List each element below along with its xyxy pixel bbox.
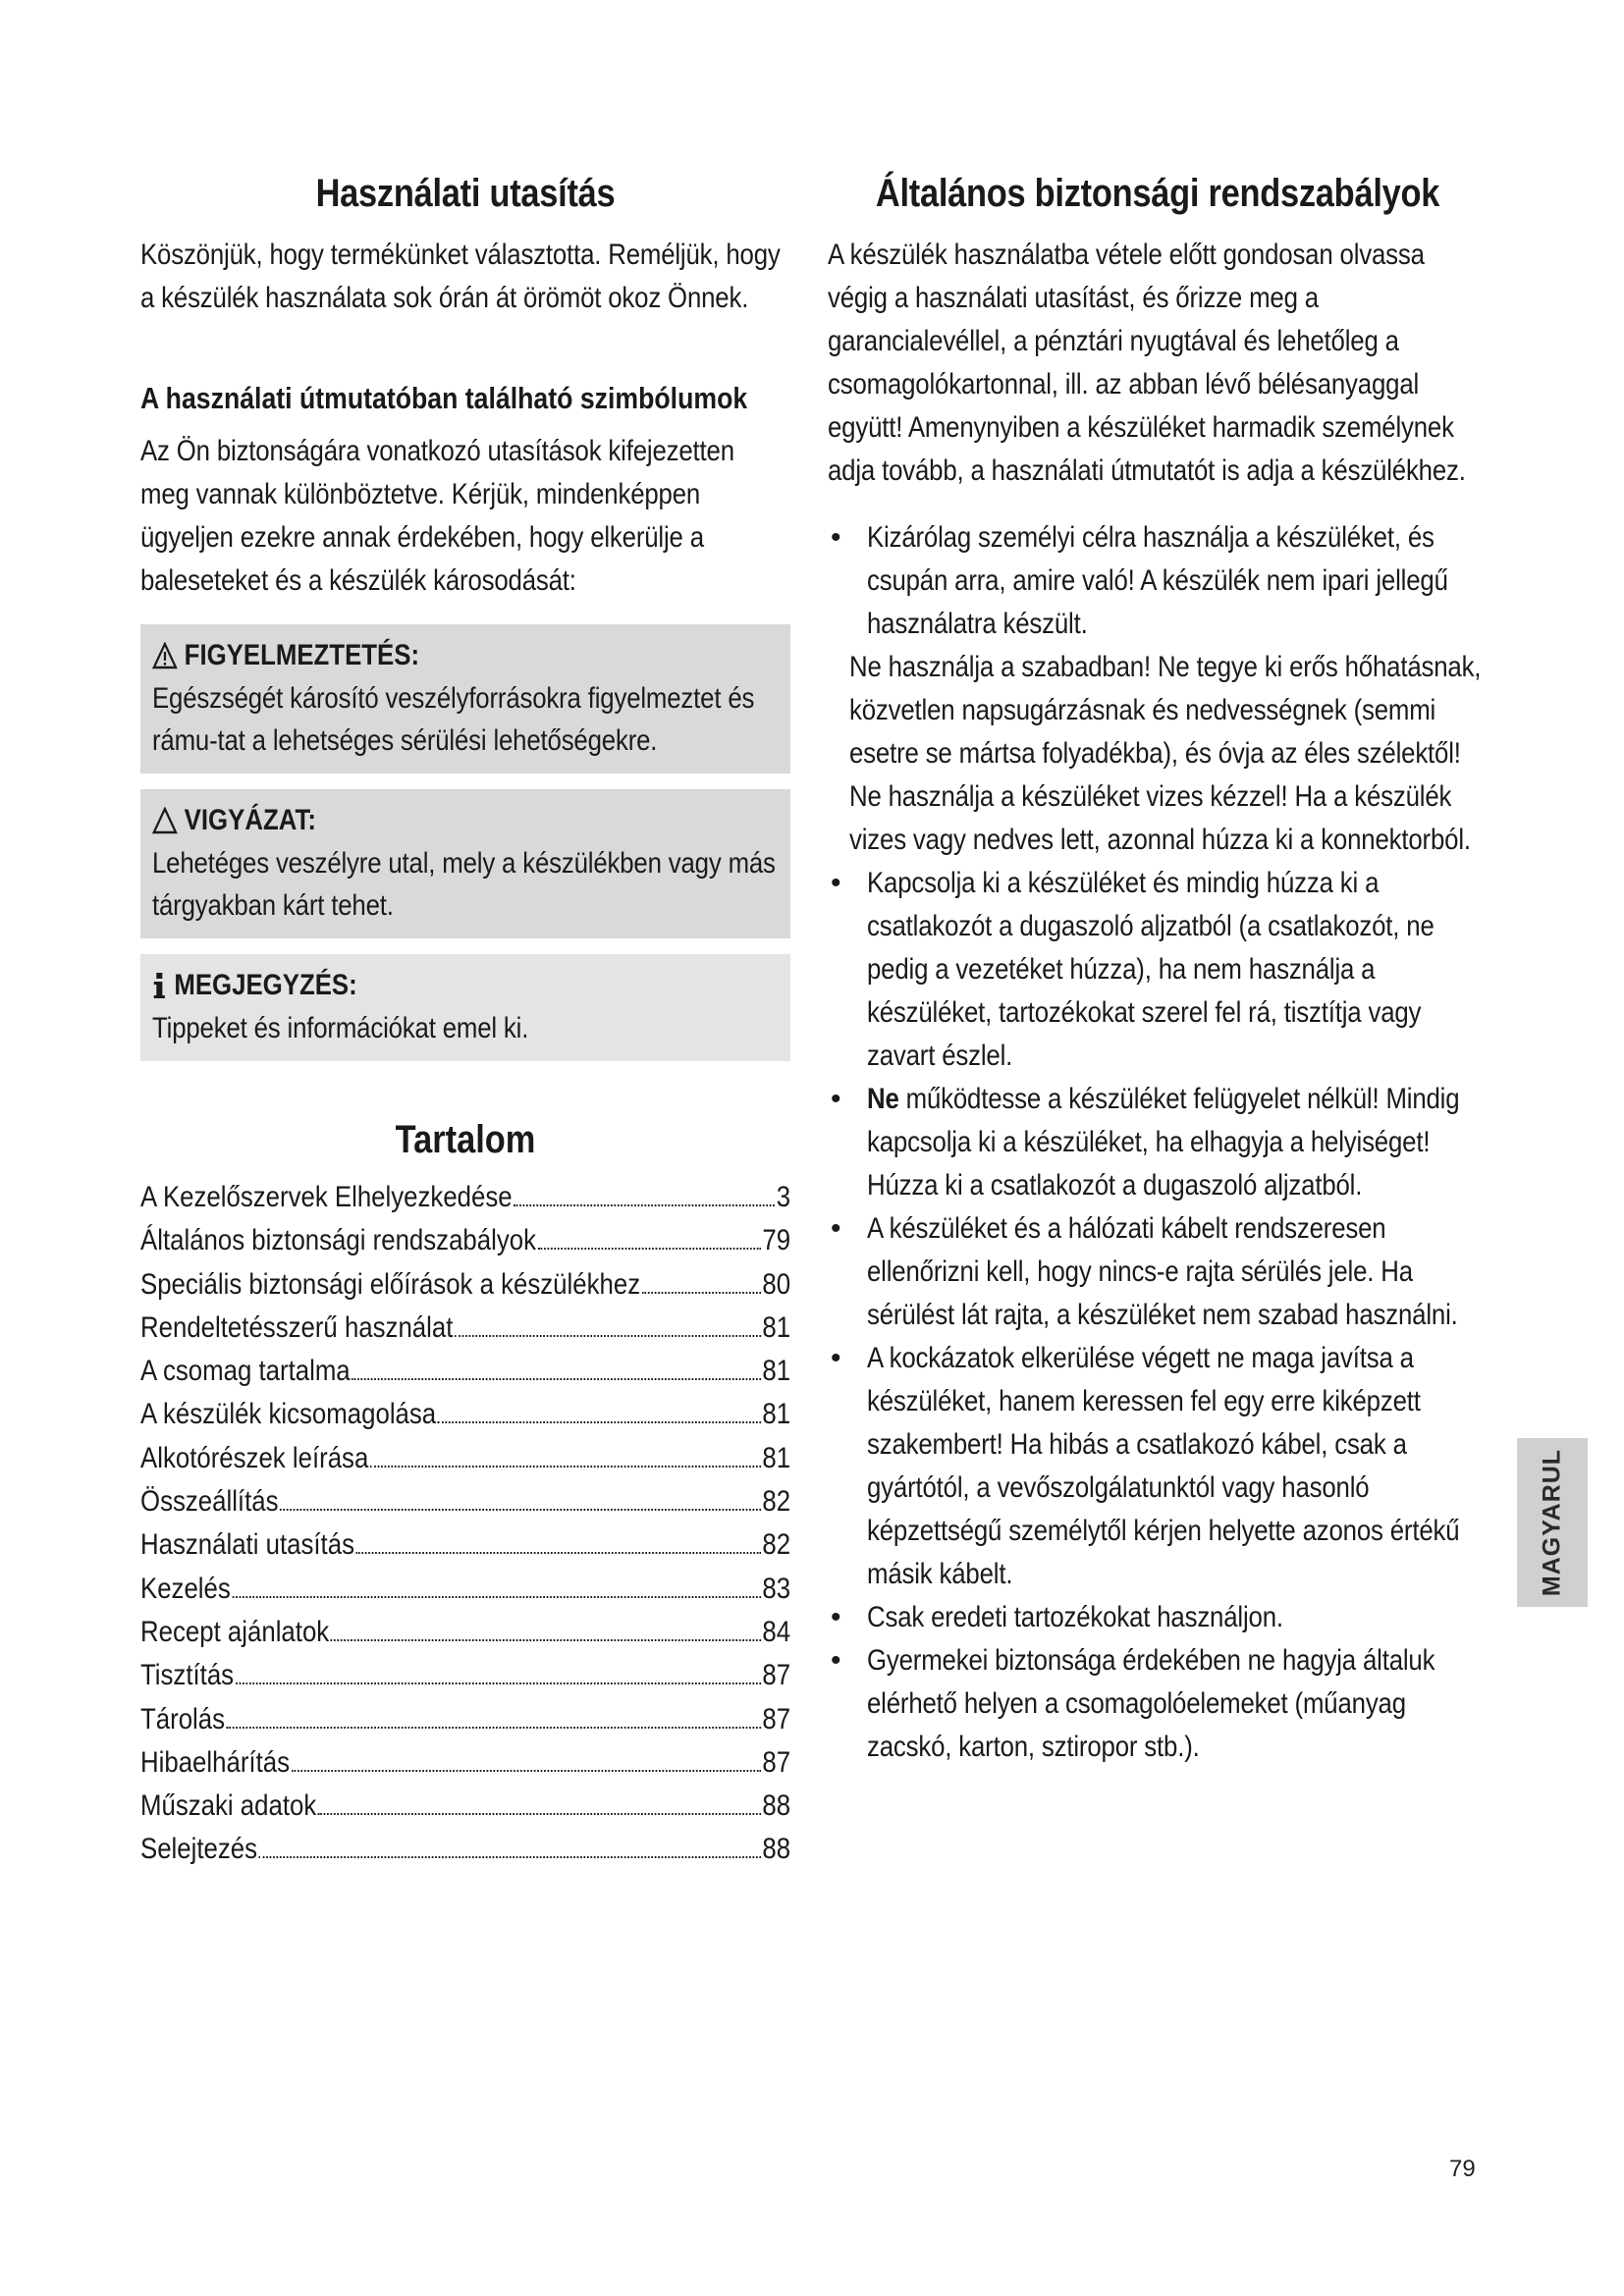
caution-box [140, 789, 790, 938]
language-label: MAGYARUL [1538, 1448, 1566, 1597]
intro-text: Köszönjük, hogy termékünket választotta. Reméljük, hogy a készülék használata sok órán át örömöt okoz Önnek. [140, 239, 781, 314]
safety-title: Általános biztonsági rendszabályok [875, 172, 1440, 215]
toc-entry[interactable]: Kezelés 83 [140, 1572, 791, 1605]
caution-text: Lehetéges veszélyre utal, mely a készülékben vagy más tárgyakban kárt tehet. [152, 847, 776, 922]
list-item: • A kockázatok elkerülése végett ne maga javítsa a készüléket, hanem keressen fel egy erre kiképzett szakembert! Ha hibás a csatlakozó kábel, csak a gyártótól, a vevőszolgálatunktól vagy hasonló képzettségű személytől kérjen helyette azonos értékű másik kábelt. [831, 1342, 1460, 1590]
toc-entry[interactable]: Összeállítás 82 [140, 1485, 791, 1519]
toc-entry[interactable]: Recept ajánlatok 84 [140, 1615, 791, 1648]
list-item: • A készüléket és a hálózati kábelt rendszeresen ellenőrizni kell, hogy nincs-e rajta sérülés jele. Ha sérülést lát rajta, a készüléket nem szabad használni. [831, 1212, 1458, 1331]
list-item: • Kapcsolja ki a készüléket és mindig húzza ki a csatlakozót a dugaszoló aljzatból (a csatlakozót, ne pedig a vezetéket húzza), ha nem használja a készüléket, tartozékokat szerel fel rá, tisztítja vagy zavart észlel. [831, 867, 1435, 1072]
warning-box [140, 624, 790, 774]
caution-title: VIGYÁZAT: [184, 804, 316, 836]
toc-entry[interactable]: Selejtezés 88 [140, 1833, 791, 1866]
list-item: • Kizárólag személyi célra használja a készüléket, és csupán arra, amire való! A készülék nem ipari jellegű használatra készült. [831, 521, 1448, 640]
table-of-contents [140, 1176, 790, 1872]
toc-entry[interactable]: Hibaelhárítás 87 [140, 1745, 791, 1779]
right-column [828, 172, 1488, 1769]
toc-entry[interactable]: A csomag tartalma 81 [140, 1355, 791, 1388]
toc-entry[interactable]: Használati utasítás 82 [140, 1528, 791, 1562]
toc-entry[interactable]: Műszaki adatok 88 [140, 1789, 791, 1823]
left-column [140, 172, 790, 1872]
toc-title: Tartalom [395, 1118, 536, 1161]
toc-entry[interactable]: A Kezelőszervek Elhelyezkedése 3 [140, 1181, 791, 1213]
warning-text: Egészségét károsító veszélyforrásokra figyelmeztet és rámu-tat a lehetséges sérülési lehetőségekre. [152, 682, 755, 757]
safety-list [828, 516, 1488, 1769]
toc-entry[interactable]: Tisztítás 87 [140, 1659, 791, 1692]
toc-entry[interactable]: Speciális biztonsági előírások a készülékhez 80 [140, 1267, 791, 1301]
note-title-row [152, 964, 777, 1007]
page-number: 79 [1449, 2156, 1476, 2182]
list-item: • Ne működtesse a készüléket felügyelet nélkül! Mindig kapcsolja ki a készüléket, ha elhagyja a helyiséget! Húzza ki a csatlakozót a dugaszoló aljzatból. [831, 1083, 1460, 1201]
language-side-tab [1517, 1438, 1588, 1607]
warning-triangle-icon [152, 642, 178, 669]
note-title: MEGJEGYZÉS: [174, 969, 357, 1001]
list-item: • Csak eredeti tartozékokat használjon. [831, 1601, 1283, 1633]
safety-intro: A készülék használatba vétele előtt gondosan olvassa végig a használati utasítást, és őrizze meg a garancialevéllel, a pénztári nyugtával és lehetőleg a csomagolókartonnal, ill. az abban lévő bélésanyaggal együtt! Amenynyiben a készüléket harmadik személynek adja tovább, a használati útmutatót is adja a készülékhez. [828, 239, 1466, 487]
warning-title-row [152, 634, 777, 677]
symbols-heading: A használati útmutatóban található szimbólumok [140, 381, 748, 415]
toc-entry[interactable]: Rendeltetésszerű használat 81 [140, 1310, 791, 1344]
toc-entry[interactable]: Tárolás 87 [140, 1702, 791, 1735]
toc-entry[interactable]: A készülék kicsomagolása 81 [140, 1398, 791, 1431]
list-item: Ne használja a szabadban! Ne tegye ki erős hőhatásnak, közvetlen napsugárzásnak és nedvességnek (semmi esetre se mártsa folyadékba), és óvja az éles szélektől! Ne használja a készüléket vizes kézzel! Ha a készülék vizes vagy nedves lett, azonnal húzza ki a konnektorból. [849, 651, 1482, 856]
caution-title-row [152, 799, 777, 842]
note-text: Tippeket és információkat emel ki. [152, 1012, 529, 1044]
symbols-text: Az Ön biztonságára vonatkozó utasítások kifejezetten meg vannak különböztetve. Kérjük, mindenképpen ügyeljen ezekre annak érdekében, hogy elkerülje a baleseteket és a készülék károsodását: [140, 435, 734, 597]
toc-entry[interactable]: Alkotórészek leírása 81 [140, 1441, 791, 1474]
caution-triangle-icon [152, 807, 178, 834]
info-icon [152, 971, 167, 1000]
toc-entry[interactable]: Általános biztonsági rendszabályok 79 [140, 1224, 791, 1257]
note-box [140, 954, 790, 1061]
usage-title: Használati utasítás [315, 172, 616, 215]
warning-title: FIGYELMEZTETÉS: [184, 639, 420, 671]
list-item: • Gyermekei biztonsága érdekében ne hagyja általuk elérhető helyen a csomagolóelemeket (műanyag zacskó, karton, sztiropor stb.). [831, 1644, 1435, 1763]
